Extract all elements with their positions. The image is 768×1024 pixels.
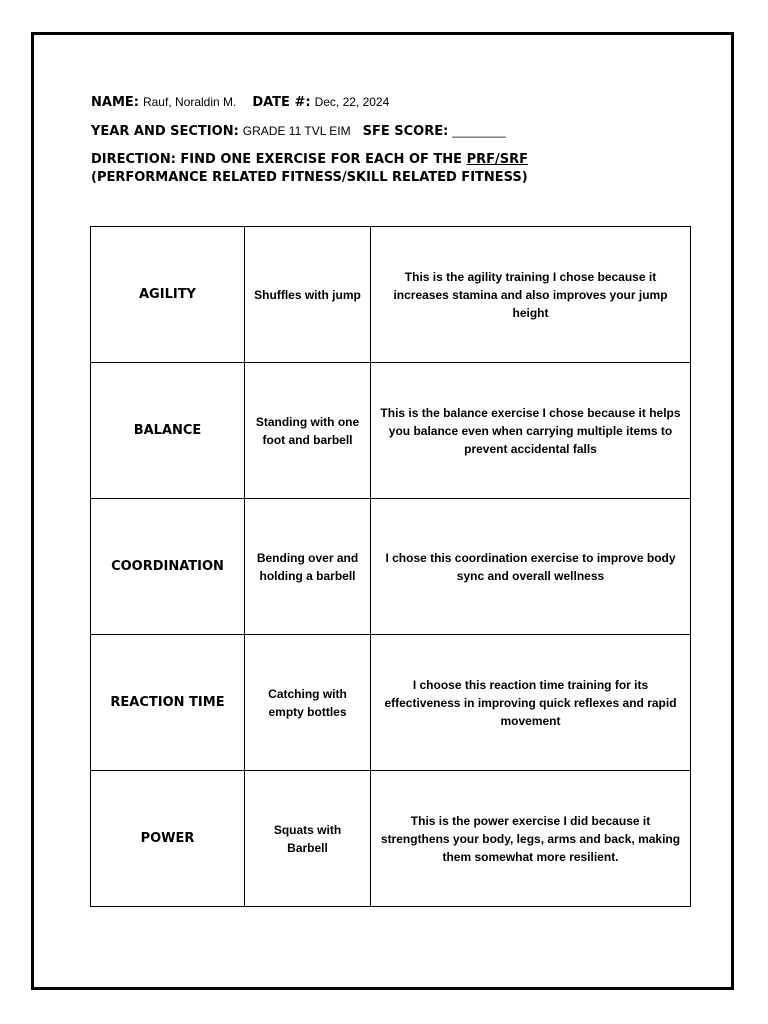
- exercise-cell: Bending over and holding a barbell: [245, 499, 371, 635]
- section-label: YEAR AND SECTION:: [91, 124, 239, 139]
- exercise-cell: Shuffles with jump: [245, 227, 371, 363]
- name-value: Rauf, Noraldin M.: [142, 95, 237, 109]
- direction-line-2: (PERFORMANCE RELATED FITNESS/SKILL RELATED FITNESS): [91, 170, 528, 185]
- component-cell: BALANCE: [91, 363, 245, 499]
- reason-cell: This is the balance exercise I chose because it helps you balance even when carrying multiple items to prevent accidental falls: [371, 363, 691, 499]
- direction-prefix: DIRECTION: FIND ONE EXERCISE FOR EACH OF THE: [91, 152, 467, 167]
- component-cell: AGILITY: [91, 227, 245, 363]
- direction-line-1: [91, 151, 528, 169]
- component-cell: POWER: [91, 771, 245, 907]
- direction-underlined: PRF/SRF: [466, 152, 528, 167]
- name-date-line: [91, 93, 389, 111]
- direction-text: [91, 151, 528, 187]
- table-row: [91, 363, 691, 499]
- exercise-cell: Standing with one foot and barbell: [245, 363, 371, 499]
- component-cell: REACTION TIME: [91, 635, 245, 771]
- score-value: ________: [452, 124, 506, 138]
- date-label: DATE #:: [252, 95, 311, 110]
- reason-cell: I choose this reaction time training for its effectiveness in improving quick reflexes and rapid movement: [371, 635, 691, 771]
- reason-cell: This is the power exercise I did because it strengthens your body, legs, arms and back, making them somewhat more resilient.: [371, 771, 691, 907]
- table-row: [91, 499, 691, 635]
- exercise-cell: Catching with empty bottles: [245, 635, 371, 771]
- exercise-cell: Squats with Barbell: [245, 771, 371, 907]
- reason-cell: I chose this coordination exercise to improve body sync and overall wellness: [371, 499, 691, 635]
- table-row: [91, 771, 691, 907]
- table-row: [91, 635, 691, 771]
- section-score-line: [91, 122, 506, 140]
- fitness-table: [90, 226, 691, 907]
- component-cell: COORDINATION: [91, 499, 245, 635]
- name-label: NAME:: [91, 95, 139, 110]
- section-value: GRADE 11 TVL EIM: [242, 124, 351, 138]
- date-value: Dec, 22, 2024: [314, 95, 390, 109]
- table-row: [91, 227, 691, 363]
- reason-cell: This is the agility training I chose because it increases stamina and also improves your jump height: [371, 227, 691, 363]
- score-label: SFE SCORE:: [362, 124, 449, 139]
